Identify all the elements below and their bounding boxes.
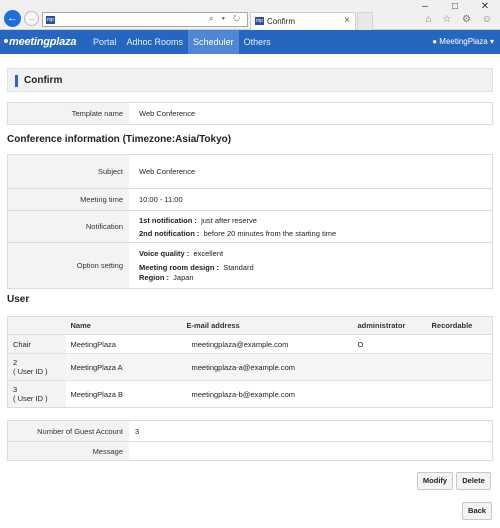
form-row-message (8, 441, 492, 460)
nav-menu (88, 30, 276, 54)
form-row-time (8, 188, 492, 210)
voice-quality-label: Voice quality : (139, 249, 190, 258)
notification-2-label: 2nd notification : (139, 228, 200, 238)
col-header-name: Name (66, 317, 182, 335)
row-role-number: Chair (13, 339, 31, 349)
template-table (7, 102, 493, 125)
browser-chrome (0, 0, 500, 30)
room-design-label: Meeting room design : (139, 263, 220, 272)
voice-quality-value: excellent (193, 249, 224, 258)
address-tools-icons[interactable]: ⌕ ▾ ↻ (208, 14, 243, 23)
row-role-userid: ( User ID ) (13, 394, 48, 403)
col-header-role (8, 317, 66, 335)
row-role (8, 381, 66, 408)
row-recordable (427, 381, 493, 408)
guest-table (7, 420, 493, 461)
nav-item-adhoc-rooms[interactable]: Adhoc Rooms (126, 37, 184, 47)
nav-item-scheduler[interactable]: Scheduler (188, 30, 239, 54)
table-row (8, 354, 493, 381)
row-email: meetingplaza@example.com (182, 335, 353, 354)
tab-close-icon[interactable]: × (344, 15, 350, 26)
row-admin: O (353, 335, 427, 354)
option-setting-label: Option setting (8, 243, 129, 288)
row-email: meetingplaza-b@example.com (182, 381, 353, 408)
minimize-icon[interactable]: – (422, 1, 428, 12)
meeting-time-label: Meeting time (8, 189, 129, 210)
form-row-option (8, 242, 492, 288)
forward-arrow-icon[interactable]: → (24, 11, 39, 26)
delete-button[interactable]: Delete (456, 472, 491, 490)
guest-account-value: 3 (135, 426, 140, 436)
page-title: Confirm (24, 75, 63, 86)
window-controls (410, 0, 500, 14)
conference-section-title: Conference information (Timezone:Asia/Tokyo) (7, 134, 232, 145)
user-section-title: User (7, 294, 30, 305)
modify-button[interactable]: Modify (417, 472, 453, 490)
region-label: Region : (139, 273, 169, 282)
room-design-value: Standard (223, 263, 254, 272)
col-header-administrator: administrator (353, 317, 427, 335)
user-icon: ● (432, 37, 438, 46)
meeting-time-value: 10:00 - 11:00 (139, 195, 183, 204)
row-role (8, 354, 66, 381)
region (139, 273, 492, 282)
message-label: Message (8, 442, 129, 460)
row-email: meetingplaza-a@example.com (182, 354, 353, 381)
notification-2-value: before 20 minutes from the starting time (203, 228, 337, 238)
site-favicon-icon: mp (47, 17, 54, 23)
user-table-header (8, 317, 493, 335)
row-name: MeetingPlaza (66, 335, 182, 354)
browser-tab[interactable] (250, 12, 356, 30)
region-value: Japan (173, 273, 194, 282)
subject-value: Web Conference (139, 167, 196, 176)
nav-item-others[interactable]: Others (243, 37, 271, 47)
message-value (129, 442, 492, 460)
address-bar[interactable] (42, 12, 248, 27)
form-row-notification (8, 210, 492, 242)
subject-label: Subject (8, 155, 129, 188)
table-row (8, 335, 493, 354)
form-row-subject (8, 155, 492, 188)
nav-item-portal[interactable]: Portal (93, 37, 117, 47)
table-row (8, 381, 493, 408)
option-values (129, 243, 492, 288)
notification-1-value: just after reserve (201, 215, 257, 225)
row-admin (353, 381, 427, 408)
tab-title: Confirm (267, 17, 296, 26)
row-role-userid: ( User ID ) (13, 367, 48, 376)
logo-dot-icon (4, 39, 8, 43)
row-name: MeetingPlaza B (66, 381, 182, 408)
new-tab-button[interactable] (357, 12, 373, 30)
row-name: MeetingPlaza A (66, 354, 182, 381)
notification-2 (139, 229, 492, 238)
page-header (7, 68, 493, 92)
notification-1-label: 1st notification : (139, 215, 197, 225)
row-admin (353, 354, 427, 381)
app-navbar (0, 30, 500, 54)
col-header-recordable: Recordable (427, 317, 493, 335)
row-role (8, 335, 66, 354)
back-button[interactable]: Back (462, 502, 492, 520)
row-recordable (427, 335, 493, 354)
row-role-number: 2 (13, 358, 18, 367)
form-row-guest (8, 421, 492, 441)
row-recordable (427, 354, 493, 381)
back-arrow-icon[interactable]: ← (4, 10, 21, 27)
form-row-template (8, 103, 492, 124)
voice-quality (139, 249, 492, 258)
user-table (7, 316, 493, 408)
template-name-value: Web Conference (139, 109, 196, 118)
user-menu-label: MeetingPlaza ▾ (439, 37, 494, 46)
maximize-icon[interactable]: □ (451, 1, 459, 12)
notification-label: Notification (8, 211, 129, 242)
row-role-number: 3 (13, 385, 18, 394)
guest-account-label: Number of Guest Account (8, 421, 129, 441)
brand-text: meetingplaza (9, 36, 77, 48)
close-window-icon[interactable]: ✕ (480, 1, 490, 12)
user-menu[interactable] (432, 30, 494, 54)
tab-favicon-icon: mp (256, 18, 263, 24)
brand-logo[interactable] (4, 36, 76, 48)
col-header-email: E-mail address (182, 317, 353, 335)
conference-table (7, 154, 493, 289)
title-accent-bar (15, 75, 18, 87)
template-name-label: Template name (8, 103, 129, 124)
notification-values (129, 211, 492, 242)
room-design (139, 263, 492, 272)
browser-toolbar-icons[interactable]: ⌂ ☆ ⚙ ☺ (425, 14, 496, 25)
notification-1 (139, 216, 492, 225)
